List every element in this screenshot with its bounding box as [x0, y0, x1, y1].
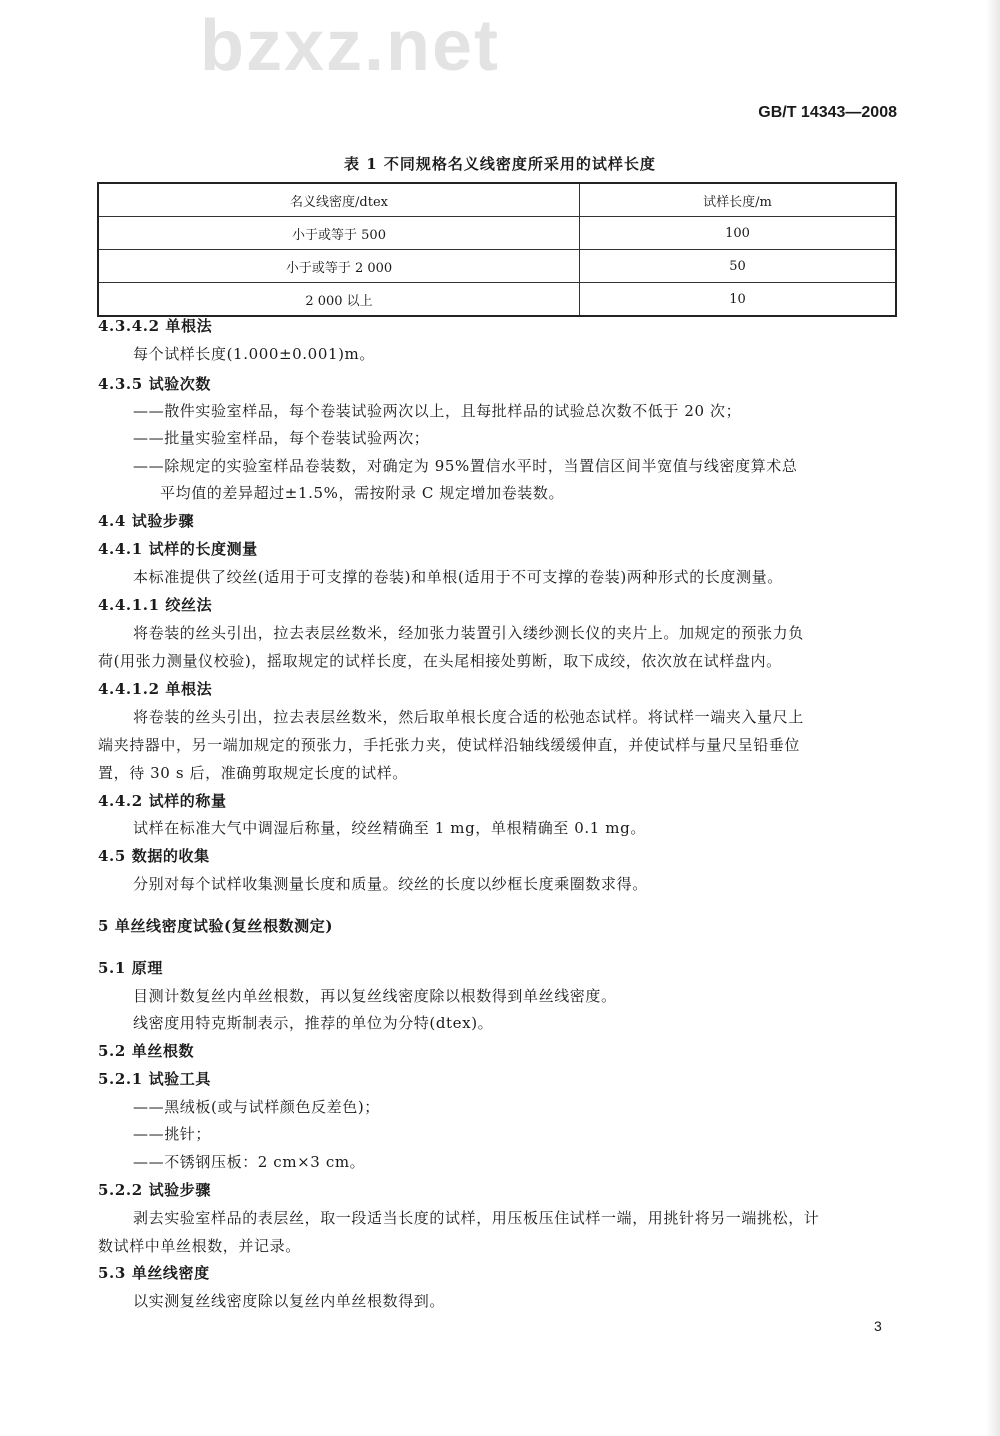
- sample-length-table: [97, 182, 897, 317]
- table-row: [98, 250, 896, 283]
- list-item-continuation: 平均值的差异超过±1.5%，需按附录 C 规定增加卷装数。: [160, 484, 565, 502]
- table-cell: 50: [579, 250, 896, 283]
- paragraph-line: 本标准提供了绞丝(适用于可支撑的卷装)和单根(适用于不可支撑的卷装)两种形式的长度测量。: [133, 568, 783, 586]
- section-heading: 5.1 原理: [98, 959, 163, 977]
- section-heading: 4.3.4.2 单根法: [98, 317, 213, 335]
- section-heading: 5.2.1 试验工具: [98, 1070, 211, 1088]
- list-item: ——挑针；: [133, 1125, 212, 1143]
- table-cell: 小于或等于 500: [98, 217, 579, 250]
- paragraph-line: 数试样中单丝根数，并记录。: [98, 1237, 301, 1255]
- section-heading: 4.5 数据的收集: [98, 847, 210, 865]
- section-heading: 5.2 单丝根数: [98, 1042, 195, 1060]
- chapter-heading: 5 单丝线密度试验(复丝根数测定): [98, 917, 334, 935]
- page-number: 3: [874, 1318, 882, 1334]
- paragraph-line: 将卷装的丝头引出，拉去表层丝数米，经加张力装置引入缕纱测长仪的夹片上。加规定的预张力负: [133, 624, 804, 642]
- watermark: bzxz.net: [200, 6, 501, 86]
- paragraph-line: 每个试样长度(1.000±0.001)m。: [133, 345, 375, 363]
- section-heading: 4.3.5 试验次数: [98, 375, 211, 393]
- table-row: [98, 217, 896, 250]
- section-heading: 4.4.1.2 单根法: [98, 680, 213, 698]
- table-cell: 小于或等于 2 000: [98, 250, 579, 283]
- table-cell: 100: [579, 217, 896, 250]
- table-title: 表 1 不同规格名义线密度所采用的试样长度: [344, 155, 656, 173]
- table-cell: 10: [579, 283, 896, 317]
- page-edge-shadow: [986, 0, 1000, 1436]
- paragraph-line: 置，待 30 s 后，准确剪取规定长度的试样。: [98, 764, 408, 782]
- list-item: ——不锈钢压板：2 cm×3 cm。: [133, 1153, 366, 1171]
- paragraph-line: 剥去实验室样品的表层丝，取一段适当长度的试样，用压板压住试样一端，用挑针将另一端挑松，计: [133, 1209, 820, 1227]
- paragraph-line: 端夹持器中，另一端加规定的预张力，手托张力夹，使试样沿轴线缓缓伸直，并使试样与量尺呈铅垂位: [98, 736, 801, 754]
- column-header: 试样长度/m: [579, 183, 896, 217]
- list-item: ——除规定的实验室样品卷装数，对确定为 95%置信水平时，当置信区间半宽值与线密度算术总: [133, 457, 798, 475]
- standard-number-header: GB/T 14343—2008: [758, 104, 897, 121]
- paragraph-line: 试样在标准大气中调湿后称量，绞丝精确至 1 mg，单根精确至 0.1 mg。: [133, 819, 646, 837]
- list-item: ——散件实验室样品，每个卷装试验两次以上，且每批样品的试验总次数不低于 20 次；: [133, 402, 742, 420]
- section-heading: 4.4 试验步骤: [98, 512, 195, 530]
- section-heading: 4.4.1.1 绞丝法: [98, 596, 213, 614]
- section-heading: 5.3 单丝线密度: [98, 1264, 210, 1282]
- paragraph-line: 荷(用张力测量仪校验)，摇取规定的试样长度，在头尾相接处剪断，取下成绞，依次放在试样盘内。: [98, 652, 782, 670]
- paragraph-line: 将卷装的丝头引出，拉去表层丝数米，然后取单根长度合适的松弛态试样。将试样一端夹入量尺上: [133, 708, 804, 726]
- section-heading: 5.2.2 试验步骤: [98, 1181, 211, 1199]
- table-row: [98, 283, 896, 317]
- paragraph-line: 以实测复丝线密度除以复丝内单丝根数得到。: [133, 1292, 446, 1310]
- table-header-row: [98, 183, 896, 217]
- paragraph-line: 目测计数复丝内单丝根数，再以复丝线密度除以根数得到单丝线密度。: [133, 987, 617, 1005]
- list-item: ——黑绒板(或与试样颜色反差色)；: [133, 1098, 380, 1116]
- table-cell: 2 000 以上: [98, 283, 579, 317]
- column-header: 名义线密度/dtex: [98, 183, 579, 217]
- section-heading: 4.4.2 试样的称量: [98, 792, 227, 810]
- paragraph-line: 分别对每个试样收集测量长度和质量。绞丝的长度以纱框长度乘圈数求得。: [133, 875, 648, 893]
- list-item: ——批量实验室样品，每个卷装试验两次；: [133, 429, 430, 447]
- paragraph-line: 线密度用特克斯制表示，推荐的单位为分特(dtex)。: [133, 1014, 494, 1032]
- section-heading: 4.4.1 试样的长度测量: [98, 540, 258, 558]
